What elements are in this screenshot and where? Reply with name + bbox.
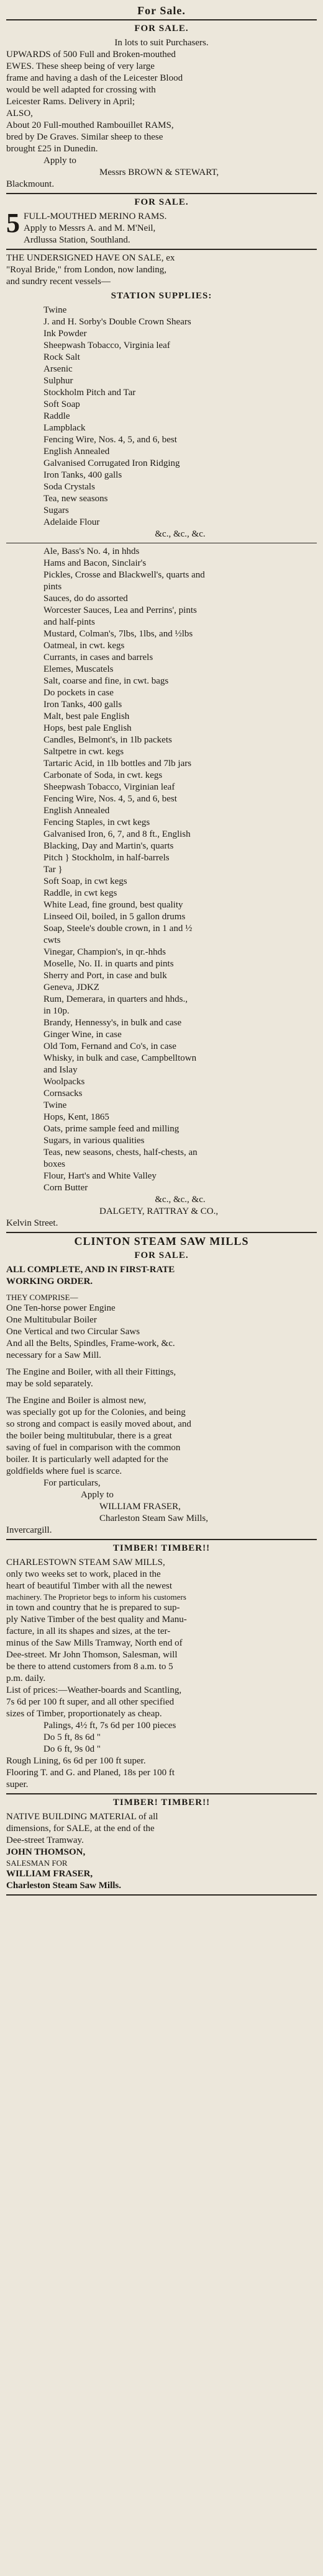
location: Invercargill. — [6, 1525, 52, 1535]
list-item: Iron Tanks, 400 galls — [43, 700, 122, 710]
list-item: Elemes, Muscatels — [43, 664, 114, 674]
list-item: Twine — [43, 1100, 67, 1110]
list-item: Rum, Demerara, in quarters and hhds., — [43, 994, 188, 1004]
ad-subtitle: FOR SALE. — [134, 1250, 189, 1260]
location: Charleston Steam Saw Mills. — [6, 1881, 121, 1891]
list-item: Soap, Steele's double crown, in 1 and ½ — [43, 924, 193, 934]
list-item: Galvanised Corrugated Iron Ridging — [43, 458, 180, 468]
ad-body-line: ALSO, — [6, 109, 33, 118]
price-lead-line: List of prices:—Weather-boards and Scantling, — [6, 1685, 182, 1695]
list-item: Ale, Bass's No. 4, in hhds — [43, 546, 140, 556]
list-item: Tea, new seasons — [43, 494, 108, 504]
ad-body — [6, 208, 317, 246]
list-item: Lampblack — [43, 423, 86, 433]
list-item: Currants, in cases and barrels — [43, 653, 153, 662]
price-line: Palings, 4½ ft, 7s 6d per 100 pieces — [43, 1721, 176, 1731]
role-line: SALESMAN FOR — [6, 1858, 68, 1868]
ad-intro-line: THE UNDERSIGNED HAVE ON SALE, ex — [6, 253, 175, 263]
ad-body-line: only two weeks set to work, placed in the — [6, 1569, 161, 1579]
list-item: Candles, Belmont's, in 1lb packets — [43, 735, 172, 745]
list-item: Flour, Hart's and White Valley — [43, 1171, 157, 1181]
list-item: Worcester Sauces, Lea and Perrins', pints — [43, 605, 197, 615]
list-item: Cornsacks — [43, 1089, 83, 1099]
ad-lead-line: ALL COMPLETE, AND IN FIRST-RATE — [6, 1265, 175, 1275]
list-item: Oats, prime sample feed and milling — [43, 1124, 180, 1134]
list-item: Sugars — [43, 506, 69, 515]
list-item: Brandy, Hennessy's, in bulk and case — [43, 1018, 182, 1028]
ad-body-line: dimensions, for SALE, at the end of the — [6, 1824, 155, 1834]
ad-clinton-saw-mills — [6, 1236, 317, 1536]
list-item: Hams and Bacon, Sinclair's — [43, 558, 147, 568]
particulars-line: For particulars, — [43, 1478, 101, 1488]
ad-body-line: Dee-street Tramway. — [6, 1835, 84, 1845]
list-item: &c., &c., &c. — [155, 529, 206, 539]
list-item: Moselle, No. II. in quarts and pints — [43, 959, 174, 969]
list-item: Linseed Oil, boiled, in 5 gallon drums — [43, 912, 186, 922]
list-item: cwts — [43, 935, 61, 945]
divider — [6, 193, 317, 194]
list-item: Mustard, Colman's, 7lbs, 1lbs, and ½lbs — [43, 629, 193, 639]
list-item: Sugars, in various qualities — [43, 1136, 145, 1146]
ad-body-line: the boiler being multitubular, there is a great — [6, 1431, 172, 1441]
ad-body-line: in town and country that he is prepared to sup- — [6, 1603, 180, 1613]
list-item: Fencing Wire, Nos. 4, 5, and 6, best — [43, 435, 177, 445]
list-item: Tartaric Acid, in 1lb bottles and 7lb jars — [43, 759, 192, 769]
ad-body-line: EWES. These sheep being of very large — [6, 61, 155, 71]
signature: DALGETY, RATTRAY & CO., — [99, 1206, 219, 1216]
ad-body-line: About 20 Full-mouthed Rambouillet RAMS, — [6, 120, 174, 130]
list-item: &c., &c., &c. — [155, 1195, 206, 1205]
list-item: Whisky, in bulk and case, Campbelltown — [43, 1053, 197, 1063]
list-item: Saltpetre in cwt. kegs — [43, 747, 124, 757]
list-item: White Lead, fine ground, best quality — [43, 900, 183, 910]
list-item: And all the Belts, Spindles, Frame-work, &c. — [6, 1339, 175, 1348]
list-item: necessary for a Saw Mill. — [6, 1350, 101, 1360]
ad-body-line: bred by De Graves. Similar sheep to these — [6, 132, 163, 142]
location: Blackmount. — [6, 179, 55, 189]
list-item: Stockholm Pitch and Tar — [43, 388, 136, 398]
ad-station-supplies — [6, 252, 317, 1229]
list-item: Sauces, do do assorted — [43, 594, 128, 604]
ad-body-line: heart of beautiful Timber with all the newest — [6, 1581, 173, 1591]
list-item: Do pockets in case — [43, 688, 114, 698]
ad-title: TIMBER! TIMBER!! — [112, 1798, 211, 1807]
apply-line: Apply to — [43, 156, 76, 166]
ad-lead-line: WORKING ORDER. — [6, 1277, 93, 1286]
price-line: super. — [6, 1780, 29, 1789]
station-supplies-list — [6, 305, 317, 540]
list-item: Adelaide Flour — [43, 517, 100, 527]
list-item: Soft Soap — [43, 399, 80, 409]
ad-body-line: ply Native Timber of the best quality and Manu- — [6, 1615, 187, 1624]
list-item: and Islay — [43, 1065, 78, 1075]
list-item: Sheepwash Tobacco, Virginia leaf — [43, 341, 170, 350]
ad-body-line: p.m. daily. — [6, 1674, 46, 1683]
list-item: Pickles, Crosse and Blackwell's, quarts and — [43, 570, 205, 580]
divider — [6, 1232, 317, 1233]
price-lead-line: sizes of Timber, proportionately as cheap. — [6, 1709, 162, 1719]
drop-numeral: 5 — [6, 208, 20, 238]
list-item: Oatmeal, in cwt. kegs — [43, 641, 125, 651]
list-item: Rock Salt — [43, 352, 80, 362]
ad-title: FOR SALE. — [134, 24, 189, 33]
list-item: Fencing Wire, Nos. 4, 5, and 6, best — [43, 794, 177, 804]
ad-merino-rams — [6, 197, 317, 246]
ad-body-line: facture, in all its shapes and sizes, at the ter- — [6, 1626, 171, 1636]
ad-note-line: The Engine and Boiler, with all their Fittings, — [6, 1367, 176, 1377]
list-item: One Multitubular Boiler — [6, 1315, 97, 1325]
ad-body-line: Apply to Messrs A. and M. M'Neil, — [24, 223, 156, 233]
divider — [6, 1894, 317, 1896]
ad-sheep-for-sale — [6, 5, 317, 190]
ad-body-line: The Engine and Boiler is almost new, — [6, 1396, 147, 1406]
ad-body-line: was specially got up for the Colonies, and being — [6, 1407, 186, 1417]
ad-body-line: minus of the Saw Mills Tramway, North end of — [6, 1638, 183, 1648]
ad-body-line: Dee-street. Mr John Thomson, Salesman, will — [6, 1650, 178, 1660]
divider — [6, 1793, 317, 1794]
list-item: Raddle, in cwt kegs — [43, 888, 117, 898]
list-item: Arsenic — [43, 364, 73, 374]
list-item: Fencing Staples, in cwt kegs — [43, 818, 150, 827]
list-item: Ink Powder — [43, 329, 87, 339]
list-item: Twine — [43, 305, 67, 315]
divider — [6, 249, 317, 250]
price-line: Do 6 ft, 9s 0d " — [43, 1744, 101, 1754]
section-title: STATION SUPPLIES: — [111, 291, 212, 301]
list-item: Blacking, Day and Martin's, quarts — [43, 841, 174, 851]
comprise-label: THEY COMPRISE— — [6, 1293, 78, 1302]
ad-body-line: so strong and compact is easily moved about, and — [6, 1419, 191, 1429]
section-header: For Sale. — [137, 4, 186, 17]
list-item: Salt, coarse and fine, in cwt. bags — [43, 676, 169, 686]
list-item: Soft Soap, in cwt kegs — [43, 876, 127, 886]
list-item: Corn Butter — [43, 1183, 88, 1193]
ad-body-line: brought £25 in Dunedin. — [6, 144, 98, 154]
list-item: Hops, best pale English — [43, 723, 132, 733]
divider — [6, 1539, 317, 1540]
list-item: in 10p. — [43, 1006, 70, 1016]
price-line: Rough Lining, 6s 6d per 100 ft super. — [6, 1756, 146, 1766]
ad-body-line: would be well adapted for crossing with — [6, 85, 156, 95]
list-item: Malt, best pale English — [43, 711, 130, 721]
ad-note-line: may be sold separately. — [6, 1379, 93, 1389]
price-line: Flooring T. and G. and Planed, 18s per 100 ft — [6, 1768, 175, 1778]
list-item: Ginger Wine, in case — [43, 1030, 122, 1040]
list-item: One Ten-horse power Engine — [6, 1303, 116, 1313]
ad-intro-line: and sundry recent vessels— — [6, 277, 111, 287]
signature: JOHN THOMSON, — [6, 1847, 86, 1857]
list-item: Geneva, JDKZ — [43, 983, 99, 992]
signature: WILLIAM FRASER, — [99, 1502, 181, 1512]
ad-title: CLINTON STEAM SAW MILLS — [74, 1235, 249, 1247]
list-item: English Annealed — [43, 447, 110, 457]
ad-subtitle: In lots to suit Purchasers. — [114, 38, 209, 48]
list-item: Pitch } Stockholm, in half-barrels — [43, 853, 170, 863]
list-item: Galvanised Iron, 6, 7, and 8 ft., English — [43, 829, 191, 839]
list-item: Hops, Kent, 1865 — [43, 1112, 109, 1122]
list-item: Soda Crystals — [43, 482, 95, 492]
list-item: and half-pints — [43, 617, 95, 627]
ad-body-line: be there to attend customers from 8 a.m. to 5 — [6, 1662, 173, 1672]
list-item: Tar } — [43, 865, 63, 875]
list-item: Vinegar, Champion's, in qr.-hhds — [43, 947, 166, 957]
ad-body-line: frame and having a dash of the Leicester Blood — [6, 73, 183, 83]
price-line: Do 5 ft, 8s 6d " — [43, 1732, 101, 1742]
ad-title: FOR SALE. — [134, 197, 189, 207]
ad-body-line: CHARLESTOWN STEAM SAW MILLS, — [6, 1558, 165, 1567]
ad-body-line: boiler. It is particularly well adapted for the — [6, 1455, 168, 1464]
ad-intro-line: "Royal Bride," from London, now landing, — [6, 265, 167, 275]
ad-body-line: NATIVE BUILDING MATERIAL of all — [6, 1812, 158, 1822]
list-item: One Vertical and two Circular Saws — [6, 1327, 140, 1337]
list-item: Carbonate of Soda, in cwt. kegs — [43, 770, 163, 780]
signature: Messrs BROWN & STEWART, — [99, 167, 219, 177]
newspaper-column — [6, 0, 317, 1896]
list-item: Teas, new seasons, chests, half-chests, an — [43, 1148, 198, 1157]
list-item: Old Tom, Fernand and Co's, in case — [43, 1041, 176, 1051]
list-item: Sherry and Port, in case and bulk — [43, 971, 167, 981]
list-item: Sulphur — [43, 376, 73, 386]
divider — [6, 19, 317, 20]
ad-body-line: FULL-MOUTHED MERINO RAMS. — [24, 212, 167, 221]
ad-body-line: UPWARDS of 500 Full and Broken-mouthed — [6, 50, 176, 60]
location: Kelvin Street. — [6, 1218, 58, 1228]
list-item: pints — [43, 582, 62, 592]
ad-native-building-material — [6, 1797, 317, 1892]
apply-line: Apply to — [81, 1490, 114, 1500]
ad-charlestown-timber — [6, 1543, 317, 1791]
ad-body-line: Leicester Rams. Delivery in April; — [6, 97, 135, 107]
list-item: boxes — [43, 1159, 65, 1169]
ad-body-line: goldfields where fuel is scarce. — [6, 1466, 122, 1476]
list-item: Sheepwash Tobacco, Virginian leaf — [43, 782, 175, 792]
ad-body-line: saving of fuel in comparison with the common — [6, 1443, 181, 1453]
list-item: J. and H. Sorby's Double Crown Shears — [43, 317, 191, 327]
price-lead-line: 7s 6d per 100 ft super, and all other specified — [6, 1697, 175, 1707]
list-item: Woolpacks — [43, 1077, 85, 1087]
list-item: Raddle — [43, 411, 70, 421]
list-item: English Annealed — [43, 806, 110, 816]
ad-title: TIMBER! TIMBER!! — [112, 1543, 211, 1553]
list-item: Iron Tanks, 400 galls — [43, 470, 122, 480]
employer-name: WILLIAM FRASER, — [6, 1869, 93, 1879]
general-supplies-list — [6, 546, 317, 1206]
ad-body-line: Ardlussa Station, Southland. — [24, 235, 130, 245]
location: Charleston Steam Saw Mills, — [99, 1513, 208, 1523]
ad-body-line: machinery. The Proprietor begs to inform his customers — [6, 1592, 186, 1602]
